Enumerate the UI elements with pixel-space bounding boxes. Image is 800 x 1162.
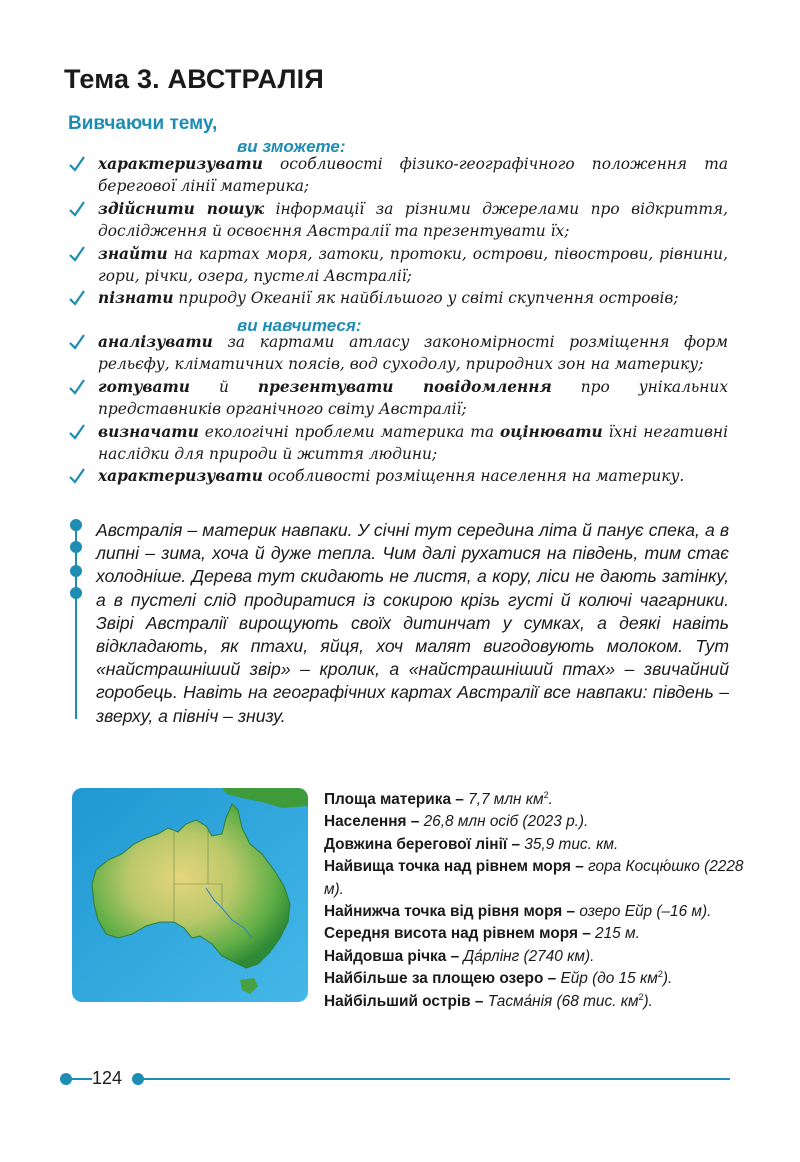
fact-label: Найбільше за площею озеро – [324,970,557,988]
fact-value: 215 м. [590,925,640,943]
fact-tail: ). [643,992,653,1010]
fact-value: Да́рлінг (2740 км). [459,947,595,965]
goal-keyword: здійснити пошук [98,199,265,218]
fact-value: гора Косцю́шко (2228 м). [324,858,744,898]
checkmark-icon [68,333,86,351]
bullet-dot-icon [70,587,82,599]
goal-keyword: презентувати повідомлення [257,377,552,396]
fact-label: Населення – [324,813,420,831]
checkmark-icon [68,378,86,396]
section1-heading: ви зможете: [237,137,346,156]
intro-block [66,519,736,726]
goal-keyword: визначати [98,422,199,441]
goal-text: особливості розміщення населення на материку. [262,467,685,486]
goal-text: екологічні проблеми материка та [198,422,501,441]
goal-text: про унікальних представників органічного світу Австралії; [98,377,729,419]
goal-keyword: пізнати [98,289,174,308]
goal-keyword: знайти [98,244,168,263]
fact-value: 35,9 тис. км. [520,835,619,853]
fact-label: Середня висота над рівнем моря – [324,925,591,943]
fact-value: 26,8 млн осіб (2023 р.). [419,813,589,831]
fact-value: Ейр (до 15 км [556,970,658,988]
goals-list-1 [68,153,728,310]
fact-label: Найнижча точка від рівня моря – [324,903,576,921]
fact-row [324,991,744,1013]
fact-label: Найбільший острів – [324,992,484,1010]
goal-keyword: оцінювати [500,422,603,441]
fact-tail: ). [662,970,673,988]
goals-list-2 [68,331,728,488]
goal-keyword: характеризувати [98,155,263,173]
footer-dot-icon [60,1073,72,1085]
australia-map-image [72,788,308,1002]
goal-text: особливості фізико-географічного положення та берегової лінії материка; [98,155,728,196]
fact-superscript: 2 [543,789,549,800]
goal-item [68,421,728,466]
fact-label: Найвища точка над рівнем моря – [324,858,584,876]
intro-text: Австралія – материк навпаки. У січні тут середина літа й панує спека, а в липні – зима, хоча й дуже тепла. Чим далі рухатися на південь, тим стає холодніше. Дерева тут скидають не листя, а кору, ліси не дають затінку, а в пустелі слід продиратися із сокирою крізь густі й колючі чагарники. Звірі Австралії вирощують своїх дитинчат у сумках, а деякі навіть відкладають, як птахи, яйця, хоч малят вигодовують молоком. Тут «найстрашніший звір» – кролик, а «найстрашніший птах» – звичайний горобець. Навіть на географічних картах Австралії все навпаки: південь – зверху, а північ – знизу. [96,520,729,726]
page-number: 124 [92,1068,123,1088]
goal-item [68,465,728,487]
goal-keyword: готувати [98,377,190,396]
goal-text: їхні негативні наслідки для природи й життя людини; [98,422,728,464]
bullet-dot-icon [70,565,82,577]
fact-tail: . [548,791,553,808]
checkmark-icon [68,245,86,263]
fact-value: 7,7 млн км [463,791,544,808]
goal-text: природу Океанії як найбільшого у світі скупчення островів; [173,289,679,308]
goal-text: й [189,377,258,396]
goal-text: на картах моря, затоки, протоки, острови, півострови, рівнини, гори, річки, озера, пустелі Австралії; [98,244,728,286]
fact-row [324,789,744,811]
checkmark-icon [68,467,86,485]
fact-label: Найдовша річка – [324,947,460,965]
fact-row [324,856,744,901]
goal-item [68,376,728,421]
footer-rule [134,1078,730,1080]
facts-list [324,789,744,1013]
fact-value: озеро Ейр (–16 м). [575,903,712,921]
checkmark-icon [68,423,86,441]
study-heading: Вивчаючи тему, [68,113,218,134]
goal-text: інформації за різними джерелами про відкриття, дослідження й освоєння Австралії та презентувати їх; [98,199,728,241]
goal-item [68,287,728,309]
fact-row [324,968,744,990]
fact-row [324,901,744,923]
checkmark-icon [68,155,86,173]
goal-item [68,198,728,243]
fact-superscript: 2 [657,969,663,980]
checkmark-icon [68,200,86,218]
fact-value: Тасма́нія (68 тис. км [483,992,639,1010]
goal-keyword: аналізувати [98,333,213,351]
fact-row [324,946,744,968]
australia-map [72,788,308,1002]
bullet-dot-icon [70,519,82,531]
goal-item [68,153,728,198]
checkmark-icon [68,289,86,307]
fact-superscript: 2 [638,991,644,1002]
page-footer [60,1068,732,1088]
bullet-dot-icon [70,541,82,553]
fact-label: Площа материка – [324,791,464,808]
fact-row [324,923,744,945]
page-title: Тема 3. АВСТРАЛІЯ [64,64,324,94]
fact-row [324,811,744,833]
fact-label: Довжина берегової лінії – [324,835,521,853]
goal-item [68,331,728,376]
goal-text: за картами атласу закономірності розміщення форм рельєфу, кліматичних поясів, вод суходолу, природних зон на материку; [98,333,728,374]
goal-item [68,243,728,288]
goal-keyword: характеризувати [98,467,263,486]
fact-row [324,834,744,856]
section2-heading: ви навчитеся: [237,316,362,335]
